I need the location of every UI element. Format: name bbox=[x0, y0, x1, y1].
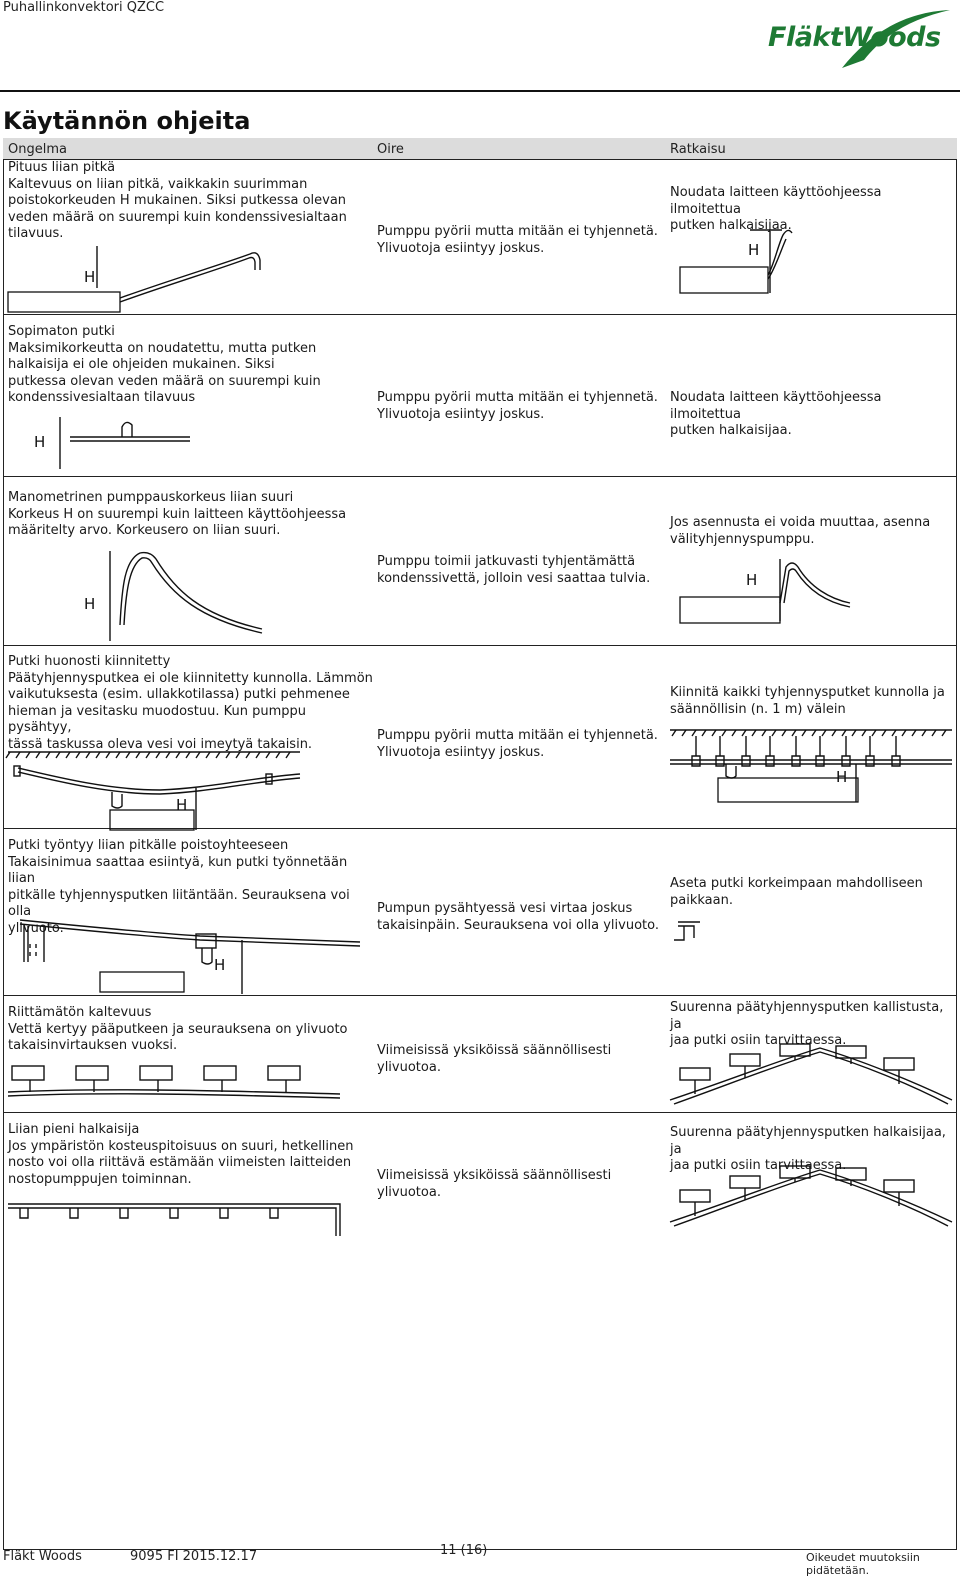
flaktwoods-logo bbox=[764, 4, 956, 76]
row-divider bbox=[3, 1112, 957, 1113]
column-header-solution: Ratkaisu bbox=[670, 142, 726, 157]
column-header-problem: Ongelma bbox=[8, 142, 67, 157]
header-rule bbox=[0, 90, 960, 92]
svg-text:H: H bbox=[746, 571, 758, 589]
svg-text:H: H bbox=[176, 796, 188, 814]
solution-text: Suurenna päätyhjennysputken kallistusta, ja jaa putki osiin tarvittaessa. bbox=[670, 1000, 944, 1048]
solution-text: Jos asennusta ei voida muuttaa, asenna välityhjennyspumppu. bbox=[670, 515, 931, 547]
solution-text: Aseta putki korkeimpaan mahdolliseen paikkaan. bbox=[670, 876, 923, 908]
diagram-small-diameter bbox=[0, 1196, 370, 1246]
svg-text:H: H bbox=[84, 595, 96, 613]
diagram-high-head bbox=[0, 545, 370, 643]
diagram-wrong-pipe bbox=[0, 415, 370, 475]
problem-text: Liian pieni halkaisija Jos ympäristön kosteuspitoisuus on suuri, hetkellinen nosto voi olla riittävä estämään viimeisten laitteiden nostopumppujen toiminnan. bbox=[8, 1122, 354, 1187]
footer-rights: Oikeudet muutoksiin pidätetään. bbox=[806, 1551, 920, 1577]
diagram-loose-pipe bbox=[0, 748, 370, 830]
problem-text: Manometrinen pumppauskorkeus liian suuri Korkeus H on suurempi kuin laitteen käyttöohjeessa määritelty arvo. Korkeusero on liian suuri. bbox=[8, 490, 347, 538]
diagram-increased-slope bbox=[670, 1040, 955, 1110]
problem-text: Putki työntyy liian pitkälle poistoyhteeseen Takaisinimua saattaa esiintyä, kun putki työnnetään liian pitkälle tyhjennysputken liitäntään. Seurauksena voi olla ylivuoto. bbox=[8, 838, 350, 936]
diagram-pipe-too-deep bbox=[0, 912, 370, 996]
diagram-correct-diameter bbox=[670, 225, 790, 297]
svg-text:H: H bbox=[214, 956, 226, 974]
problem-text: Pituus liian pitkä Kaltevuus on liian pitkä, vaikkakin suurimman poistokorkeuden H mukainen. Siksi putkessa olevan veden määrä on suurempi kuin kondenssivesialtaan tilavuus. bbox=[8, 160, 347, 241]
solution-text: Kiinnitä kaikki tyhjennysputket kunnolla ja säännöllisin (n. 1 m) välein bbox=[670, 685, 945, 717]
symptom-text: Pumpun pysähtyessä vesi virtaa joskus takaisinpäin. Seurauksena voi olla ylivuoto. bbox=[377, 901, 660, 933]
table-header bbox=[3, 138, 957, 160]
diagram-long-pipe bbox=[0, 240, 370, 314]
document-title: Puhallinkonvektori QZCC bbox=[3, 0, 165, 15]
solution-text: Suurenna päätyhjennysputken halkaisijaa, ja jaa putki osiin tarvittaessa. bbox=[670, 1125, 946, 1173]
logo-wordmark: FläktWoods bbox=[768, 22, 941, 53]
footer-doc-code: 9095 FI 2015.12.17 bbox=[130, 1549, 258, 1564]
diagram-raised-pipe bbox=[670, 918, 730, 948]
row-divider bbox=[3, 314, 957, 315]
diagram-increased-diameter bbox=[670, 1162, 955, 1232]
row-divider bbox=[3, 645, 957, 646]
column-header-symptom: Oire bbox=[377, 142, 404, 157]
svg-text:H: H bbox=[836, 768, 848, 786]
svg-text:H: H bbox=[748, 241, 760, 259]
problem-text: Sopimaton putki Maksimikorkeutta on noudatettu, mutta putken halkaisija ei ole ohjeiden mukainen. Siksi putkessa olevan veden määrä on suurempi kuin kondenssivesialtaan tilavuus bbox=[8, 324, 321, 405]
solution-text: Noudata laitteen käyttöohjeessa ilmoitettua putken halkaisijaa. bbox=[670, 390, 882, 438]
diagram-fixed-pipe bbox=[670, 726, 955, 826]
symptom-text: Pumppu pyörii mutta mitään ei tyhjennetä. Ylivuotoja esiintyy joskus. bbox=[377, 224, 658, 256]
symptom-text: Pumppu toimii jatkuvasti tyhjentämättä kondenssivettä, jolloin vesi saattaa tulvia. bbox=[377, 554, 651, 586]
symptom-text: Viimeisissä yksiköissä säännöllisesti ylivuotoa. bbox=[377, 1043, 612, 1075]
symptom-text: Pumppu pyörii mutta mitään ei tyhjennetä. Ylivuotoja esiintyy joskus. bbox=[377, 728, 658, 760]
diagram-insufficient-slope bbox=[0, 1060, 370, 1110]
footer-page-number: 11 (16) bbox=[440, 1543, 488, 1558]
problem-text: Putki huonosti kiinnitetty Päätyhjennysputkea ei ole kiinnitetty kunnolla. Lämmön vaikutuksesta (esim. ullakkotilassa) putki pehmenee hieman ja vesitasku muodostuu. Kun pumppu pysähtyy, tässä taskussa oleva vesi voi imeytyä takaisin. bbox=[8, 654, 373, 752]
solution-text: Noudata laitteen käyttöohjeessa ilmoitettua putken halkaisijaa. bbox=[670, 185, 882, 233]
svg-text:H: H bbox=[84, 268, 96, 286]
problem-text: Riittämätön kaltevuus Vettä kertyy pääputkeen ja seurauksena on ylivuoto takaisinvirtauksen vuoksi. bbox=[8, 1005, 348, 1053]
row-divider bbox=[3, 476, 957, 477]
diagram-intermediate-pump bbox=[670, 555, 850, 635]
symptom-text: Viimeisissä yksiköissä säännöllisesti ylivuotoa. bbox=[377, 1168, 612, 1200]
page-title: Käytännön ohjeita bbox=[3, 107, 251, 135]
footer-company: Fläkt Woods bbox=[3, 1549, 82, 1564]
svg-text:H: H bbox=[34, 433, 46, 451]
symptom-text: Pumppu pyörii mutta mitään ei tyhjennetä. Ylivuotoja esiintyy joskus. bbox=[377, 390, 658, 422]
